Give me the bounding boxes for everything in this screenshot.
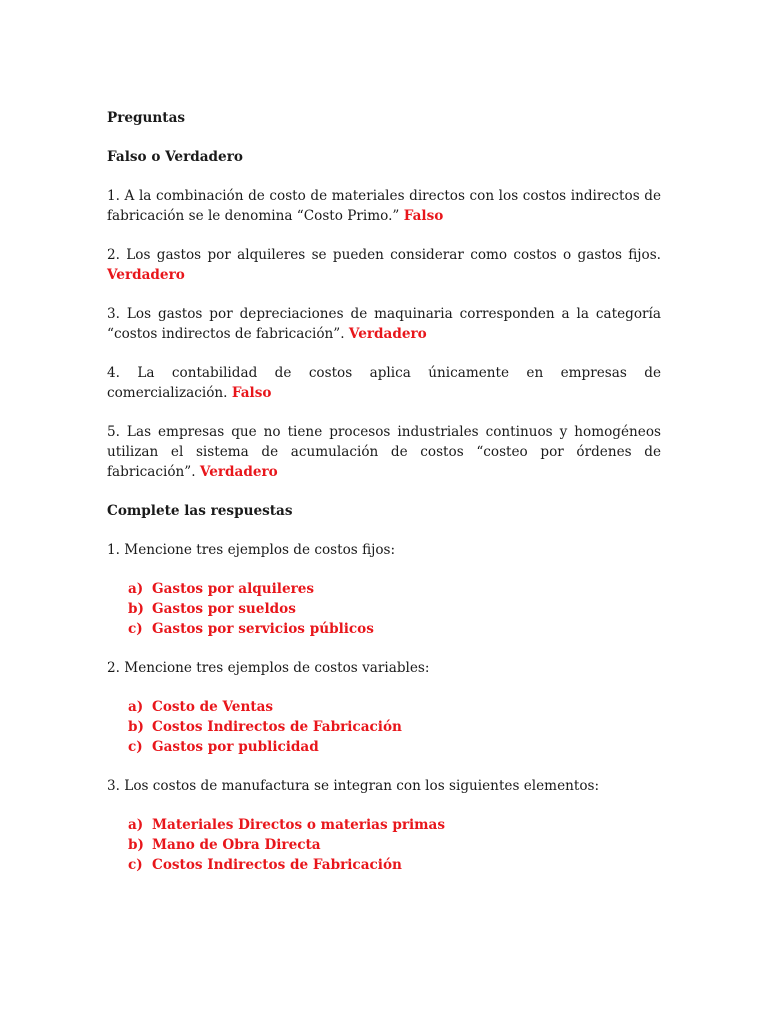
answer-marker: b) [128, 601, 144, 617]
true-false-answer: Verdadero [348, 326, 427, 342]
answer-marker: a) [128, 699, 144, 715]
true-false-question: 3. Los gastos por depreciaciones de maquinaria corresponden a la categoría “costos indirectos de fabricación”. [107, 306, 661, 342]
answer-marker: a) [128, 817, 144, 833]
true-false-answer: Verdadero [107, 267, 185, 283]
answer-item [128, 737, 661, 757]
answer-list [107, 579, 661, 639]
answer-text: Costo de Ventas [152, 699, 274, 715]
answer-marker: a) [128, 581, 144, 597]
answer-item [128, 697, 661, 717]
complete-question: 1. Mencione tres ejemplos de costos fijos: [107, 542, 396, 558]
answer-list [107, 815, 661, 875]
complete-question: 2. Mencione tres ejemplos de costos variables: [107, 660, 430, 676]
answer-item [128, 619, 661, 639]
true-false-question: 2. Los gastos por alquileres se pueden considerar como costos o gastos fijos. [107, 247, 661, 263]
true-false-item [107, 304, 661, 344]
answer-text: Costos Indirectos de Fabricación [152, 857, 402, 873]
answer-text: Gastos por sueldos [152, 601, 296, 617]
answer-item [128, 835, 661, 855]
true-false-answer: Falso [231, 385, 272, 401]
true-false-question: 4. La contabilidad de costos aplica únicamente en empresas de comercialización. [107, 365, 661, 401]
document-title: Preguntas [107, 110, 186, 126]
answer-marker: c) [128, 739, 143, 755]
document-page [107, 108, 661, 894]
true-false-answer: Verdadero [199, 464, 278, 480]
true-false-item [107, 363, 661, 403]
true-false-heading: Falso o Verdadero [107, 149, 243, 165]
answer-marker: c) [128, 621, 143, 637]
answer-marker: b) [128, 837, 144, 853]
true-false-item [107, 422, 661, 482]
answer-text: Gastos por alquileres [152, 581, 315, 597]
answer-text: Mano de Obra Directa [152, 837, 321, 853]
answer-text: Materiales Directos o materias primas [152, 817, 446, 833]
complete-answers-heading: Complete las respuestas [107, 503, 293, 519]
answer-item [128, 717, 661, 737]
answer-marker: b) [128, 719, 144, 735]
answer-text: Gastos por servicios públicos [152, 621, 374, 637]
complete-question: 3. Los costos de manufactura se integran con los siguientes elementos: [107, 778, 600, 794]
answer-list [107, 697, 661, 757]
true-false-item [107, 245, 661, 285]
answer-marker: c) [128, 857, 143, 873]
true-false-item [107, 186, 661, 226]
answer-item [128, 855, 661, 875]
true-false-answer: Falso [403, 208, 444, 224]
answer-item [128, 815, 661, 835]
answer-text: Gastos por publicidad [152, 739, 319, 755]
answer-item [128, 579, 661, 599]
answer-text: Costos Indirectos de Fabricación [152, 719, 402, 735]
true-false-question: 1. A la combinación de costo de materiales directos con los costos indirectos de fabricación se le denomina “Costo Primo.” [107, 188, 661, 224]
answer-item [128, 599, 661, 619]
true-false-question: 5. Las empresas que no tiene procesos industriales continuos y homogéneos utilizan el sistema de acumulación de costos “costeo por órdenes de fabricación”. [107, 424, 661, 480]
